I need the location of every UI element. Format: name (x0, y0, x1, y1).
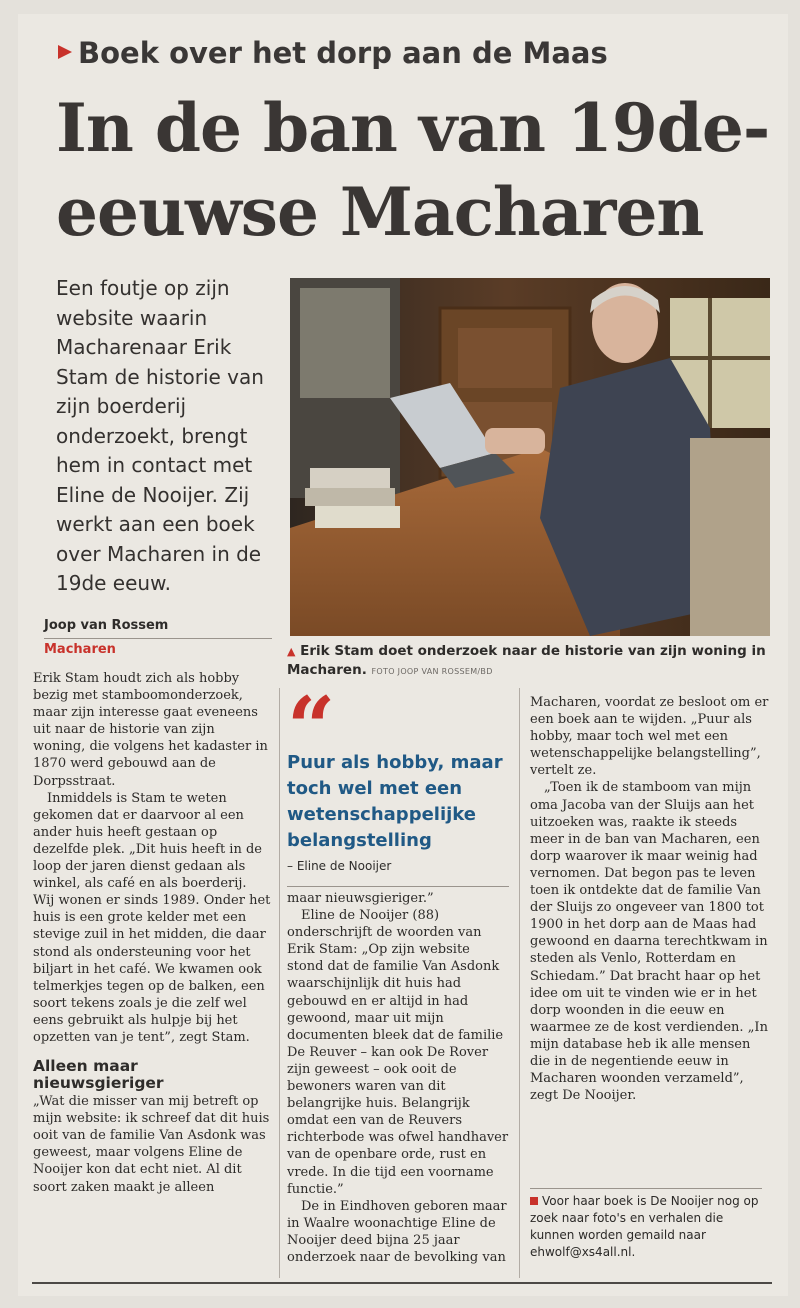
caption-arrow-icon: ▲ (287, 645, 296, 658)
lead-paragraph: Een foutje op zijn website waarin Macharenaar Erik Stam de historie van zijn boerderij onderzoekt, brengt hem in contact met Eline de Nooijer. Zij werkt aan een boek over Macharen in de 19de eeuw. (56, 276, 264, 595)
article-column-1 (33, 670, 271, 1196)
headline-line-1: In de ban van 19de- (56, 89, 770, 167)
caption-text: Erik Stam doet onderzoek naar de historie van zijn woning in Macharen. (287, 643, 766, 678)
col3-paragraph-2: „Toen ik de stamboom van mijn oma Jacoba van der Sluijs aan het uitzoeken was, raakte ik steeds meer in de ban van Macharen, een dorp waarover ik maar weinig had vernomen. Dat begon pas te leven toen ik ontdekte dat de familie Van der Sluijs zo ongeveer van 1800 tot 1900 in het dorp aan de Maas had gewoond en daarna terechtkwam in steden als Venlo, Rotterdam en Schiedam.” Dat bracht haar op het idee om uit te vinden wie er in het dorp woonden in die eeuw en waarmee ze de kost verdienden. „In mijn database heb ik alle mensen die in de negentiende eeuw in Macharen woonden verzameld”, zegt De Nooijer. (530, 780, 768, 1104)
info-note (530, 1188, 762, 1261)
headline (56, 86, 776, 254)
col1-paragraph-2: Inmiddels is Stam te weten gekomen dat er daarvoor al een ander huis heeft gestaan op dezelfde plek. „Dit huis heeft in de loop der jaren dienst gedaan als winkel, als café en als boerderij. Wij wonen er sinds 1989. Onder het huis is een grote kelder met een stevige zuil in het midden, die daar stond als ondersteuning voor het biljart in het café. We kwamen ook telmerkjes tegen op de balken, een soort tekens zoals je die zelf wel eens gebruikt als hulpje bij het opzetten van je tent”, zegt Stam. (33, 790, 271, 1045)
kicker-text: Boek over het dorp aan de Maas (78, 36, 608, 70)
col2-paragraph-1: maar nieuwsgieriger.” (287, 891, 434, 906)
byline-divider (44, 638, 272, 639)
kicker (58, 36, 778, 70)
quote-mark-icon: “ (287, 678, 336, 777)
byline-author: Joop van Rossem (44, 618, 169, 633)
pull-quote (287, 678, 511, 873)
col1-paragraph-3: „Wat die misser van mij betreft op mijn website: ik schreef dat dit huis ooit van de familie Van Asdonk was geweest, maar volgens Eline de Nooijer kon dat echt niet. Al dit soort zaken maakt je alleen (33, 1094, 270, 1195)
photo-credit: FOTO JOOP VAN ROSSEM/BD (371, 667, 493, 676)
subheading: Alleen maar nieuwsgieriger (33, 1057, 164, 1093)
article-photo (290, 278, 770, 636)
column-divider-2 (519, 688, 520, 1278)
info-note-text: Voor haar boek is De Nooijer nog op zoek naar foto's en verhalen die kunnen worden gemaild naar ehwolf@xs4all.nl. (530, 1194, 759, 1259)
triangle-bullet-icon (58, 45, 72, 59)
article-column-3 (530, 694, 770, 1104)
photo-caption (287, 642, 777, 681)
col3-paragraph-1: Macharen, voordat ze besloot om er een boek aan te wijden. „Puur als hobby, maar toch wel met een wetenschappelijke belangstelling”, vertelt ze. (530, 695, 769, 779)
pull-quote-attribution: – Eline de Nooijer (287, 859, 392, 873)
headline-line-2: eeuwse Macharen (56, 173, 704, 251)
page-bottom-rule (32, 1282, 772, 1284)
col2-paragraph-3: De in Eindhoven geboren maar in Waalre woonachtige Eline de Nooijer deed bijna 25 jaar onderzoek naar de bevolking van (287, 1198, 507, 1265)
photo-illustration (290, 278, 770, 636)
col2-paragraph-2: Eline de Nooijer (88) onderschrijft de woorden van Erik Stam: „Op zijn website stond dat de familie Van Asdonk waarschijnlijk dit huis had gebouwd en er altijd in had gewoond, maar uit mijn documenten bleek dat de familie De Reuver – kan ook De Rover zijn geweest – ook ooit de bewoners waren van dit belangrijke huis. Belangrijk omdat een van de Reuvers richterbode was ofwel handhaver van de openbare orde, rust en vrede. In die tijd een voorname functie.” (287, 908, 509, 1197)
pull-quote-divider (287, 886, 509, 887)
byline-place: Macharen (44, 642, 116, 657)
square-bullet-icon (530, 1197, 538, 1205)
column-divider-1 (279, 688, 280, 1278)
pull-quote-text: Puur als hobby, maar toch wel met een wetenschappelijke belangstelling (287, 752, 503, 851)
article-column-2 (287, 890, 509, 1266)
col1-paragraph-1: Erik Stam houdt zich als hobby bezig met stamboomonderzoek, maar zijn interesse gaat eveneens uit naar de historie van zijn woning, die volgens het kadaster in 1870 werd gebouwd aan de Dorpsstraat. (33, 671, 268, 789)
